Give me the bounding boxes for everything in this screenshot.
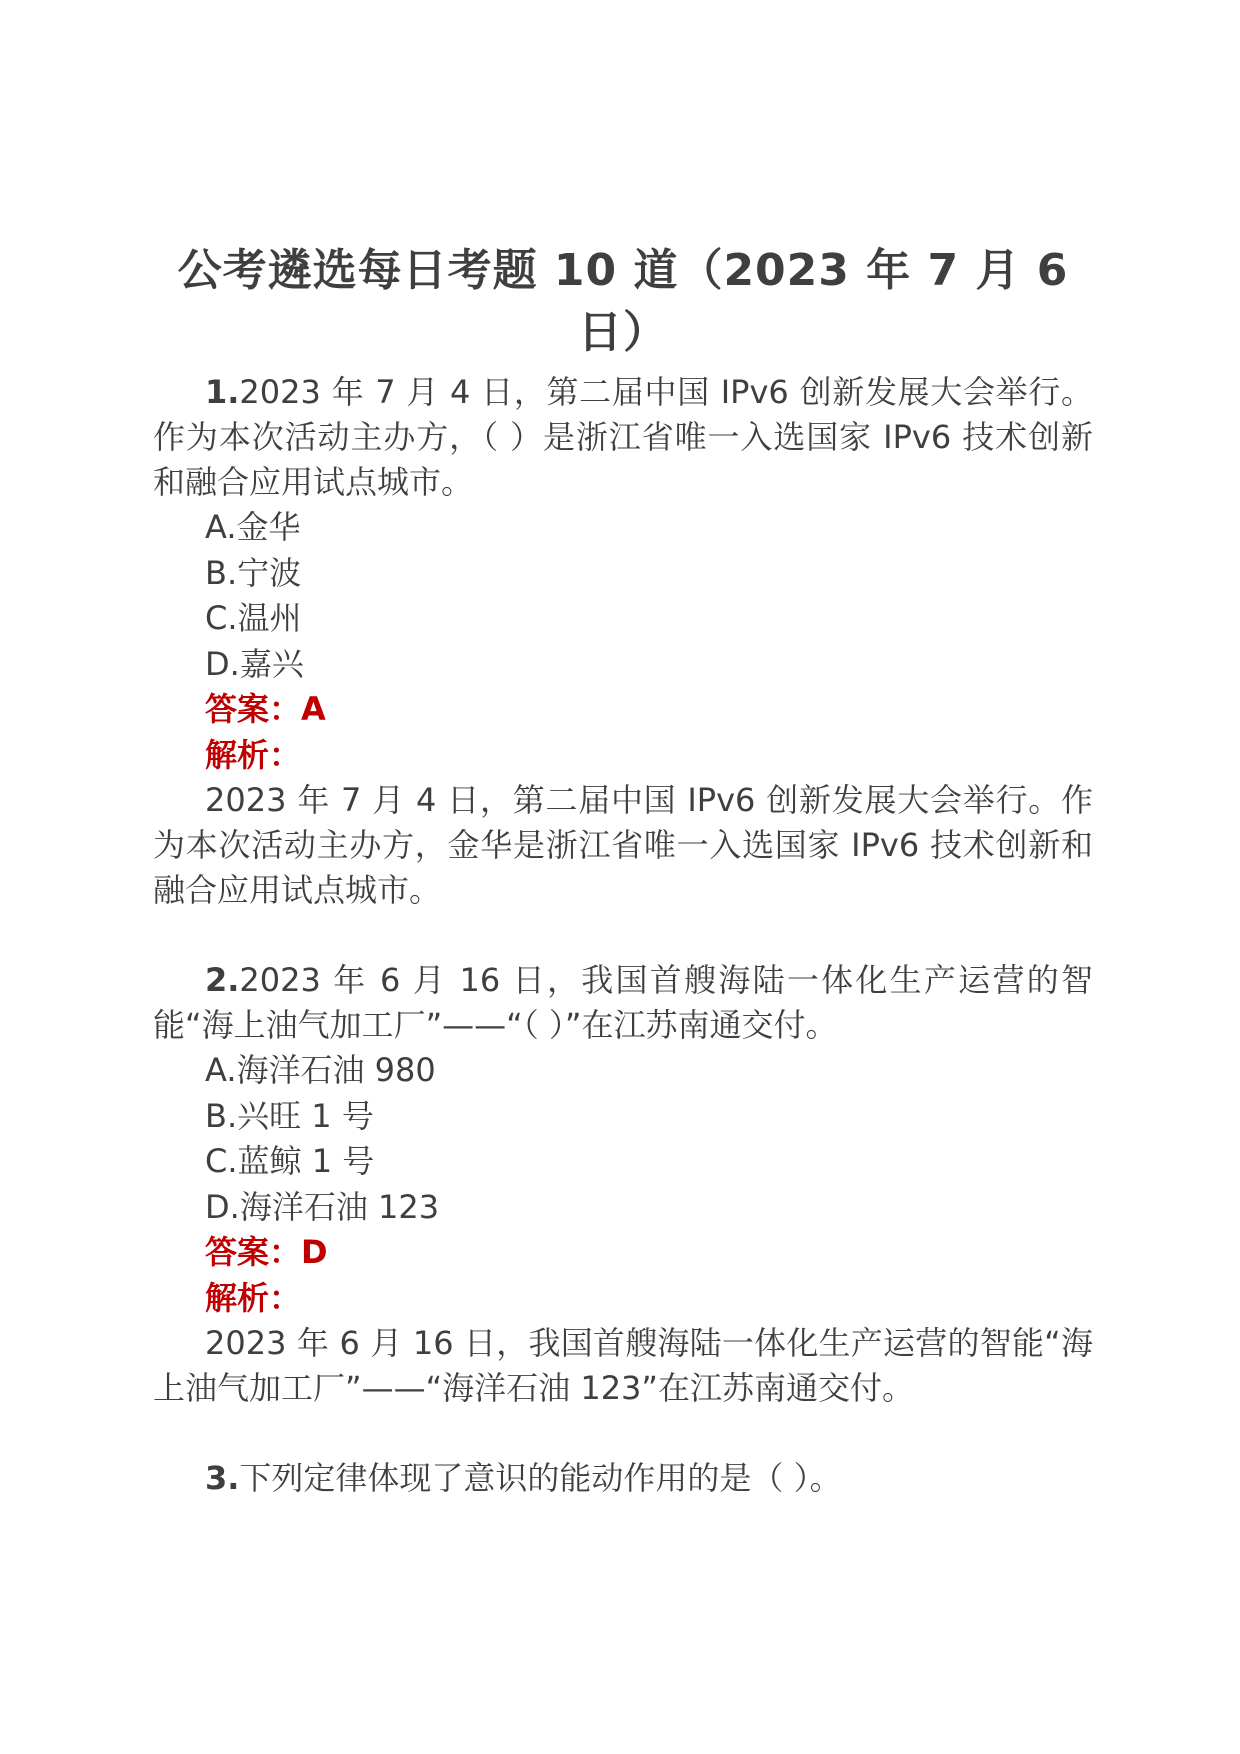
- option-d: D.海洋石油 123: [205, 1187, 440, 1226]
- spacer: [153, 913, 1093, 958]
- question-text: 下列定律体现了意识的能动作用的是（ ）。: [239, 1459, 842, 1497]
- document-page: [153, 240, 1093, 1501]
- page-title: 公考遴选每日考题 10 道（2023 年 7 月 6 日）: [177, 245, 1069, 358]
- option-a: A.金华: [205, 508, 301, 546]
- option-b: B.兴旺 1 号: [205, 1096, 374, 1135]
- question-2: [153, 958, 1093, 1411]
- question-stem: [153, 1456, 1093, 1501]
- option-d: D.嘉兴: [205, 644, 304, 683]
- option-c: C.蓝鲸 1 号: [205, 1142, 375, 1180]
- analysis-label: 解析：: [205, 735, 302, 774]
- question-text: 2023 年 7 月 4 日，第二届中国 IPv6 创新发展大会举行。作为本次活动主办方，（ ）是浙江省唯一入选国家 IPv6 技术创新和融合应用试点城市。: [153, 373, 1093, 501]
- analysis-text: 2023 年 6 月 16 日，我国首艘海陆一体化生产运营的智能“海上油气加工厂”——“海洋石油 123”在江苏南通交付。: [153, 1324, 1093, 1407]
- question-number: 3.: [205, 1459, 240, 1497]
- analysis-text: 2023 年 7 月 4 日，第二届中国 IPv6 创新发展大会举行。作为本次活动主办方，金华是浙江省唯一入选国家 IPv6 技术创新和融合应用试点城市。: [153, 781, 1093, 909]
- question-stem: [153, 370, 1093, 505]
- option-b: B.宁波: [205, 553, 302, 592]
- answer-line: 答案：D: [205, 1233, 328, 1271]
- question-3: [153, 1456, 1093, 1501]
- question-stem: [153, 958, 1093, 1048]
- question-number: 1.: [205, 373, 240, 411]
- question-text: 2023 年 6 月 16 日，我国首艘海陆一体化生产运营的智能“海上油气加工厂”——“（ ）”在江苏南通交付。: [153, 961, 1093, 1044]
- question-1: [153, 370, 1093, 913]
- analysis-label: 解析：: [205, 1278, 302, 1317]
- spacer: [153, 1411, 1093, 1456]
- option-a: A.海洋石油 980: [205, 1051, 436, 1089]
- question-number: 2.: [205, 961, 240, 999]
- answer-line: 答案：A: [205, 690, 326, 728]
- option-c: C.温州: [205, 599, 302, 637]
